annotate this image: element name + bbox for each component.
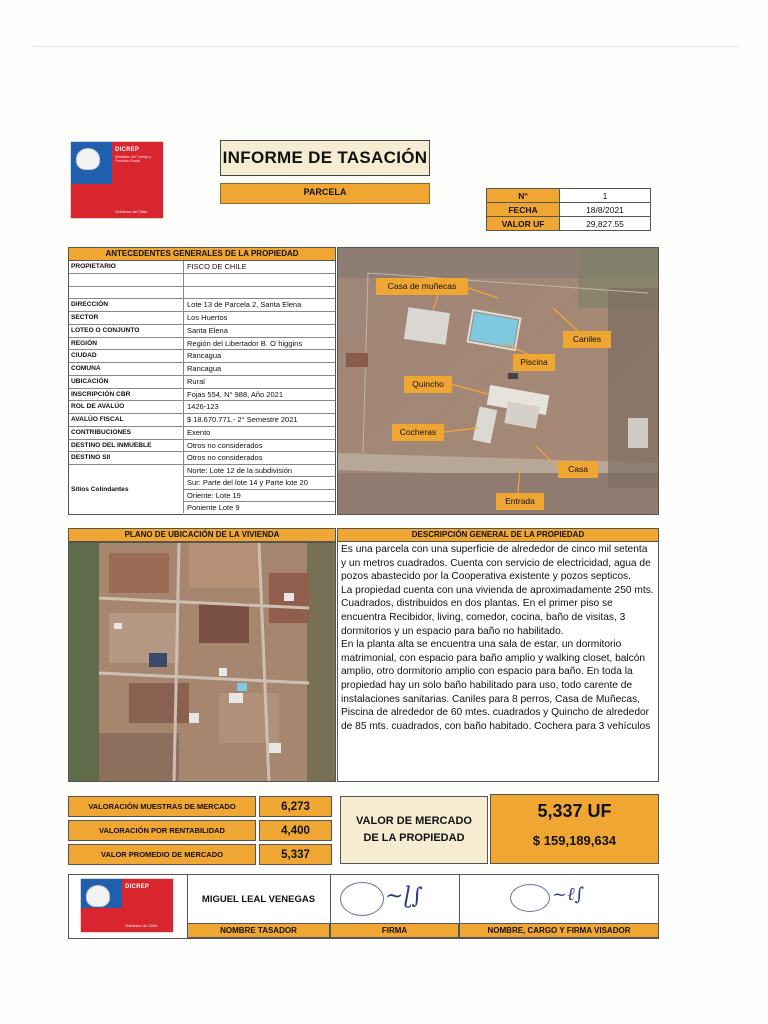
antecedentes-value: Lote 13 de Parcela 2, Santa Elena [187, 300, 302, 310]
property-type: PARCELA [220, 183, 430, 204]
descripcion-paragraph-1: Es una parcela con una superficie de alrededor de cinco mil setenta y un metros cuadrados. Cuenta con servicio de electricidad, agua de pozos abastecido por la Cooperativa existente y pozos septicos. [341, 544, 651, 583]
aerial-photo [337, 247, 659, 515]
label-casa-munecas: Casa de muñecas [376, 278, 468, 295]
antecedentes-key: ROL DE AVALÚO [69, 401, 184, 413]
meta-row-date: FECHA 18/8/2021 [487, 203, 651, 217]
antecedentes-key: DESTINO SII [69, 452, 184, 464]
descripcion-text [337, 542, 659, 782]
visador-label: NOMBRE, CARGO Y FIRMA VISADOR [459, 923, 659, 938]
document-title: INFORME DE TASACIÓN [220, 140, 430, 176]
visador-signature: ~ℓ∫ [552, 884, 584, 905]
label-cocheras: Cocheras [392, 424, 444, 441]
valor-mercado-label: VALOR DE MERCADO DE LA PROPIEDAD [340, 796, 488, 864]
label-entrada: Entrada [496, 493, 544, 510]
sitio-colindante: Oriente: Lote 19 [184, 490, 335, 502]
antecedentes-row [69, 376, 335, 389]
antecedentes-row [69, 299, 335, 312]
antecedentes-row [69, 401, 335, 414]
antecedentes-key: UBICACIÓN [69, 376, 184, 388]
tasador-signature: ~ɭ∫ [385, 884, 423, 909]
antecedentes-row [69, 261, 335, 274]
label-casa: Casa [558, 461, 598, 478]
antecedentes-value: Los Huertos [187, 313, 228, 322]
sitios-colindantes [69, 465, 335, 513]
antecedentes-value: $ 18.670.771.- 2° Semestre 2021 [187, 415, 298, 424]
antecedentes-row [69, 325, 335, 338]
antecedentes-title: ANTECEDENTES GENERALES DE LA PROPIEDAD [69, 248, 335, 261]
antecedentes-value: Otros no considerados [187, 440, 263, 450]
antecedentes-key: DESTINO DEL INMUEBLE [69, 440, 184, 452]
antecedentes-value: Región del Libertador B. O´higgins [187, 338, 303, 348]
antecedentes-value: Rancagua [187, 351, 222, 361]
antecedentes-key: REGIÓN [69, 338, 184, 350]
location-map-photo [68, 542, 336, 782]
coat-of-arms-icon [76, 148, 100, 170]
logo-government: Gobierno de Chile [115, 209, 148, 214]
meta-table [486, 188, 651, 231]
antecedentes-row [69, 312, 335, 325]
label-piscina: Piscina [513, 354, 555, 371]
label-quincho: Quincho [404, 376, 452, 393]
sitios-label: Sitios Colindantes [69, 465, 184, 513]
antecedentes-value: Rancagua [187, 364, 222, 373]
antecedentes-row [69, 274, 335, 287]
tasador-stamp [340, 882, 384, 916]
valor-mercado-pesos: $ 159,189,634 [532, 833, 617, 848]
antecedentes-row [69, 414, 335, 427]
antecedentes-row [69, 440, 335, 453]
label-arrows [338, 248, 659, 515]
logo-org: DICREP [115, 147, 140, 153]
antecedentes-key: AVALÚO FISCAL [69, 414, 184, 426]
nombre-tasador-label: NOMBRE TASADOR [187, 923, 330, 938]
antecedentes-row [69, 287, 335, 300]
antecedentes-row [69, 350, 335, 363]
valoracion-row: VALORACIÓN POR RENTABILIDAD 4,400 [68, 820, 336, 841]
antecedentes-table [68, 247, 336, 515]
antecedentes-row [69, 363, 335, 376]
antecedentes-value [184, 274, 335, 286]
descripcion-title: DESCRIPCIÓN GENERAL DE LA PROPIEDAD [337, 528, 659, 542]
antecedentes-value: Exento [187, 427, 211, 437]
tasador-name: MIGUEL LEAL VENEGAS [201, 894, 316, 905]
antecedentes-row [69, 427, 335, 440]
meta-row-uf: VALOR UF 29,827.55 [487, 217, 651, 231]
antecedentes-key: CIUDAD [69, 350, 184, 362]
firma-label: FIRMA [330, 923, 459, 938]
antecedentes-value: FISCO DE CHILE [187, 262, 247, 271]
location-map-image [69, 543, 336, 782]
antecedentes-key: PROPIETARIO [69, 261, 184, 273]
antecedentes-key: INSCRIPCIÓN CBR [69, 389, 184, 401]
meta-row-number: N° 1 [487, 189, 651, 203]
valoracion-row: VALORACIÓN MUESTRAS DE MERCADO 6,273 [68, 796, 336, 817]
antecedentes-key [69, 287, 184, 299]
antecedentes-row [69, 338, 335, 351]
sitio-colindante: Sur: Parte del lote 14 y Parte lote 20 [184, 477, 335, 489]
antecedentes-value: Fojas 554, N° 988, Año 2021 [187, 389, 283, 399]
descripcion-paragraph-3: En la planta alta se encuentra una sala de estar, un dormitorio matrimonial, con espacio para baño amplio y walking closet, balcón amplio, otro dormitorio amplio con espacio para baño. En toda la propiedad hay un solo baño habilitado para uso, todo carente de instalaciones sanitarias. Caniles para 8 perros, Casa de Muñecas, Piscina de alrededor de 60 mtes. cuadrados y Quincho de alrededor de 85 mts. cuadrados, con baño habitado. Cochera para 3 vehículos [341, 639, 651, 732]
footer-coat-of-arms-icon [86, 885, 110, 907]
valoracion-table [68, 796, 336, 866]
dicrep-logo [70, 141, 164, 219]
valor-mercado-box [490, 794, 659, 864]
antecedentes-value: 1426-123 [187, 402, 219, 412]
antecedentes-value [184, 287, 335, 299]
descripcion-paragraph-2: La propiedad cuenta con una vivienda de aproximadamente 250 mts. Cuadrados, distribuidos en dos plantas. En el primer piso se encuentra Recibidor, living, comedor, cocina, baño de visitas, 3 dormitorios y un espacio para baño no habilitado. [341, 584, 654, 637]
antecedentes-value: Santa Elena [187, 325, 228, 335]
antecedentes-key: DIRECCIÓN [69, 299, 184, 311]
sitio-colindante: Poniente Lote 9 [187, 502, 240, 512]
antecedentes-value: Rural [187, 376, 205, 386]
footer-dicrep-logo: DICREP Gobierno de Chile [80, 878, 174, 933]
valoracion-row: VALOR PROMEDIO DE MERCADO 5,337 [68, 844, 336, 865]
antecedentes-key: SECTOR [69, 312, 184, 324]
antecedentes-key [69, 274, 184, 286]
antecedentes-value: Otros no considerados [187, 453, 263, 463]
antecedentes-key: LOTEO O CONJUNTO [69, 325, 184, 337]
antecedentes-key: CONTRIBUCIONES [69, 427, 184, 439]
antecedentes-key: COMUNA [69, 363, 184, 375]
antecedentes-row [69, 452, 335, 465]
valor-mercado-uf: 5,337 UF [537, 801, 612, 821]
label-caniles: Caniles [563, 331, 611, 348]
logo-ministry: Ministerio del Trabajo y Previsión Social [115, 155, 152, 163]
sitio-colindante: Norte: Lote 12 de la subdivisión [184, 465, 335, 477]
antecedentes-row [69, 389, 335, 402]
page-top-rule [33, 46, 738, 47]
plano-title: PLANO DE UBICACIÓN DE LA VIVIENDA [68, 528, 336, 542]
visador-stamp [510, 884, 550, 912]
